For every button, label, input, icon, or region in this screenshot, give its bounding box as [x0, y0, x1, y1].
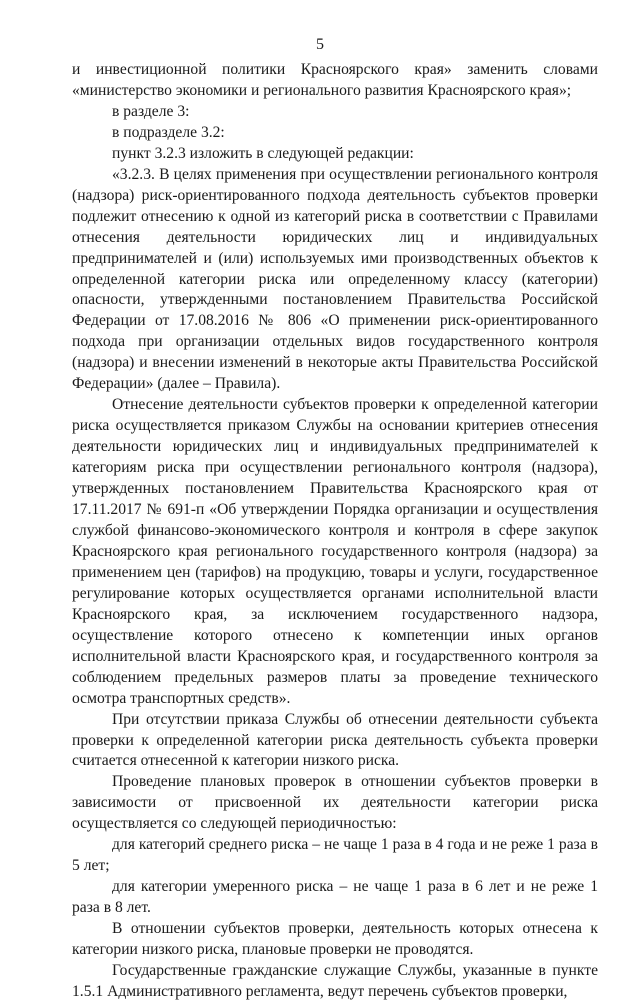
paragraph-risk-assignment: Отнесение деятельности субъектов проверки к определенной категории риска осуществляется приказом Службы на основании критериев отнесения деятельности юридических лиц и индивидуальных предпринимателей к категориям риска при осуществлении регионального контроля (надзора), утвержденных постановлением Правительства Красноярского края от 17.11.2017 № 691-п «Об утверждении Порядка организации и осуществления службой финансово-экономического контроля и контроля в сфере закупок Красноярского края регионального государственного контроля (надзора) за применением цен (тарифов) на продукцию, товары и услуги, государственное регулирование которых осуществляется органами исполнительной власти Красноярского края, за исключением государственного надзора, осуществление которого отнесено к компетенции иных органов исполнительной власти Красноярского края, и государственного контроля за соблюдением предельных размеров платы за проведение технического осмотра транспортных средств».: [72, 396, 598, 707]
paragraph-medium-risk: для категорий среднего риска – не чаще 1 раза в 4 года и не реже 1 раза в 5 лет;: [72, 836, 598, 875]
paragraph-civil-servants: Государственные гражданские служащие Службы, указанные в пункте 1.5.1 Административного регламента, ведут перечень субъектов проверки,: [72, 961, 598, 1000]
paragraph-item-3-2-3-intro: пункт 3.2.3 изложить в следующей редакции:: [112, 144, 414, 162]
paragraph-subsection-3-2: в подразделе 3.2:: [112, 123, 225, 141]
document-body: [72, 60, 598, 1003]
paragraph-item-3-2-3: «3.2.3. В целях применения при осуществлении регионального контроля (надзора) риск-ориентированного подхода деятельность субъектов проверки подлежит отнесению к одной из категорий риска в соответствии с Правилами отнесения деятельности юридических лиц и индивидуальных предпринимателей и (или) используемых ими производственных объектов к определенной категории риска или определенному классу (категории) опасности, утвержденными постановлением Правительства Российской Федерации от 17.08.2016 № 806 «О применении риск-ориентированного подхода при организации отдельных видов государственного контроля (надзора) и внесении изменений в некоторые акты Правительства Российской Федерации» (далее – Правила).: [72, 165, 598, 393]
page-number: 5: [316, 36, 324, 53]
paragraph-moderate-risk: для категории умеренного риска – не чаще 1 раза в 6 лет и не реже 1 раза в 8 лет.: [72, 878, 598, 917]
paragraph-no-order: При отсутствии приказа Службы об отнесении деятельности субъекта проверки к определенной категории риска деятельность субъекта проверки считается отнесенной к категории низкого риска.: [72, 710, 598, 770]
paragraph-section-3: в разделе 3:: [112, 102, 190, 120]
paragraph-continuation: и инвестиционной политики Красноярского края» заменить словами «министерство экономики и регионального развития Красноярского края»;: [72, 61, 598, 99]
paragraph-low-risk: В отношении субъектов проверки, деятельность которых отнесена к категории низкого риска, плановые проверки не проводятся.: [72, 920, 598, 959]
paragraph-inspection-frequency: Проведение плановых проверок в отношении субъектов проверки в зависимости от присвоенной их деятельности категории риска осуществляется со следующей периодичностью:: [72, 773, 598, 833]
